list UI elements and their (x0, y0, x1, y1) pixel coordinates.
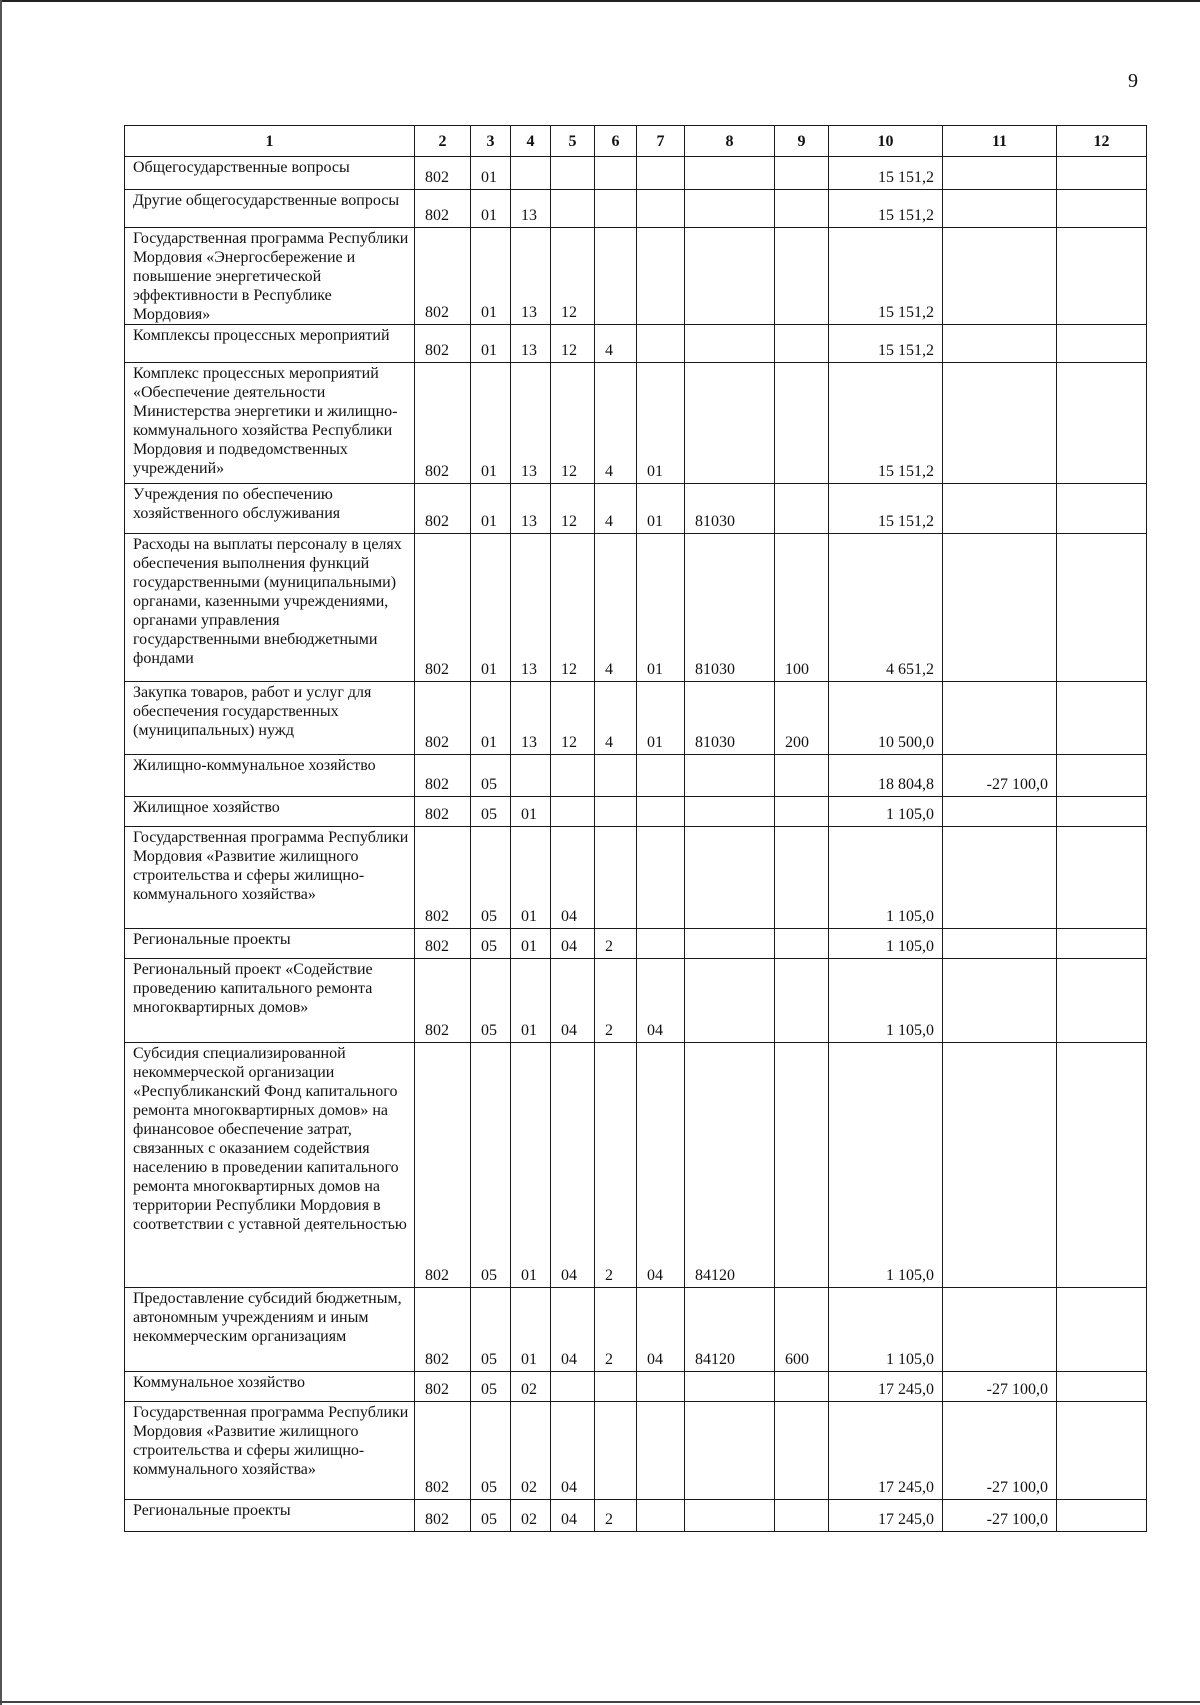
code-cell: 01 (511, 1043, 551, 1288)
code-cell (551, 797, 595, 827)
amount-cell: 15 151,2 (829, 190, 943, 228)
code-cell: 13 (511, 682, 551, 755)
code-cell (511, 755, 551, 797)
column-header: 11 (943, 126, 1057, 157)
table-row (125, 190, 1147, 228)
code-cell: 12 (551, 325, 595, 363)
code-cell (775, 1372, 829, 1402)
amount-cell (943, 228, 1057, 325)
code-cell: 01 (471, 534, 511, 682)
code-cell: 802 (415, 363, 471, 484)
code-cell: 01 (471, 228, 511, 325)
code-cell (685, 827, 775, 929)
code-cell: 4 (595, 363, 637, 484)
code-cell (685, 1402, 775, 1500)
table-body (125, 157, 1147, 1532)
row-name-cell: Другие общегосударственные вопросы (125, 190, 415, 228)
amount-cell (1057, 190, 1147, 228)
code-cell: 02 (511, 1372, 551, 1402)
table-row (125, 325, 1147, 363)
code-cell: 802 (415, 959, 471, 1043)
code-cell (775, 929, 829, 959)
table-row (125, 157, 1147, 190)
code-cell: 04 (551, 1402, 595, 1500)
table-row (125, 827, 1147, 929)
code-cell (595, 157, 637, 190)
amount-cell: 1 105,0 (829, 959, 943, 1043)
code-cell: 4 (595, 325, 637, 363)
code-cell: 12 (551, 534, 595, 682)
code-cell (637, 1372, 685, 1402)
table-row (125, 484, 1147, 534)
code-cell: 2 (595, 1500, 637, 1532)
code-cell: 12 (551, 228, 595, 325)
amount-cell (1057, 1402, 1147, 1500)
code-cell (775, 228, 829, 325)
amount-cell (943, 363, 1057, 484)
column-header: 10 (829, 126, 943, 157)
code-cell (775, 325, 829, 363)
code-cell: 01 (511, 959, 551, 1043)
code-cell: 05 (471, 797, 511, 827)
code-cell (775, 797, 829, 827)
amount-cell (1057, 484, 1147, 534)
code-cell: 802 (415, 755, 471, 797)
table-row (125, 1372, 1147, 1402)
code-cell: 05 (471, 1288, 511, 1372)
amount-cell (943, 797, 1057, 827)
amount-cell (1057, 1372, 1147, 1402)
code-cell: 13 (511, 325, 551, 363)
code-cell: 802 (415, 797, 471, 827)
code-cell: 04 (551, 827, 595, 929)
code-cell (637, 1402, 685, 1500)
code-cell (637, 228, 685, 325)
row-name-cell: Комплекс процессных мероприятий «Обеспечение деятельности Министерства энергетики и жилищно-коммунального хозяйства Республики Мордовия и подведомственных учреждений» (125, 363, 415, 484)
code-cell: 81030 (685, 682, 775, 755)
code-cell (775, 363, 829, 484)
amount-cell: 1 105,0 (829, 827, 943, 929)
code-cell (637, 755, 685, 797)
table-row (125, 1500, 1147, 1532)
code-cell: 01 (511, 1288, 551, 1372)
amount-cell: 15 151,2 (829, 484, 943, 534)
amount-cell (1057, 228, 1147, 325)
amount-cell (1057, 797, 1147, 827)
table-row (125, 959, 1147, 1043)
amount-cell: -27 100,0 (943, 1500, 1057, 1532)
table-row (125, 682, 1147, 755)
table-row (125, 755, 1147, 797)
code-cell: 600 (775, 1288, 829, 1372)
table-row (125, 363, 1147, 484)
row-name-cell: Жилищно-коммунальное хозяйство (125, 755, 415, 797)
code-cell: 81030 (685, 534, 775, 682)
code-cell: 802 (415, 1288, 471, 1372)
row-name-cell: Региональные проекты (125, 1500, 415, 1532)
code-cell (685, 228, 775, 325)
code-cell: 84120 (685, 1043, 775, 1288)
amount-cell (943, 959, 1057, 1043)
amount-cell (1057, 363, 1147, 484)
amount-cell (943, 827, 1057, 929)
code-cell: 802 (415, 1043, 471, 1288)
code-cell: 13 (511, 363, 551, 484)
amount-cell (1057, 827, 1147, 929)
table-row (125, 228, 1147, 325)
code-cell: 802 (415, 1372, 471, 1402)
amount-cell (1057, 929, 1147, 959)
code-cell (595, 228, 637, 325)
row-name-cell: Общегосударственные вопросы (125, 157, 415, 190)
code-cell (637, 325, 685, 363)
row-name-cell: Учреждения по обеспечению хозяйственного обслуживания (125, 484, 415, 534)
row-name-cell: Региональные проекты (125, 929, 415, 959)
code-cell: 802 (415, 228, 471, 325)
amount-cell (943, 484, 1057, 534)
code-cell: 13 (511, 228, 551, 325)
table-row (125, 797, 1147, 827)
row-name-cell: Субсидия специализированной некоммерческой организации «Республиканский Фонд капитального ремонта многоквартирных домов» на финансовое обеспечение затрат, связанных с оказанием содействия населению в проведении капитального ремонта многоквартирных домов на территории Республики Мордовия в соответствии с уставной деятельностью (125, 1043, 415, 1288)
table-header-row (125, 126, 1147, 157)
code-cell (775, 755, 829, 797)
amount-cell (943, 1043, 1057, 1288)
table-row (125, 534, 1147, 682)
column-header: 12 (1057, 126, 1147, 157)
row-name-cell: Государственная программа Республики Мордовия «Развитие жилищного строительства и сферы жилищно-коммунального хозяйства» (125, 1402, 415, 1500)
code-cell: 01 (471, 484, 511, 534)
amount-cell: 18 804,8 (829, 755, 943, 797)
amount-cell: 17 245,0 (829, 1372, 943, 1402)
row-name-cell: Государственная программа Республики Мордовия «Развитие жилищного строительства и сферы жилищно-коммунального хозяйства» (125, 827, 415, 929)
code-cell: 802 (415, 929, 471, 959)
column-header: 5 (551, 126, 595, 157)
code-cell: 05 (471, 1500, 511, 1532)
code-cell: 13 (511, 484, 551, 534)
amount-cell: 1 105,0 (829, 929, 943, 959)
code-cell (595, 797, 637, 827)
code-cell (775, 827, 829, 929)
code-cell: 02 (511, 1500, 551, 1532)
amount-cell (943, 190, 1057, 228)
code-cell (551, 190, 595, 228)
code-cell (595, 755, 637, 797)
code-cell: 04 (637, 1043, 685, 1288)
code-cell (775, 484, 829, 534)
code-cell: 01 (471, 157, 511, 190)
code-cell: 4 (595, 682, 637, 755)
amount-cell (1057, 157, 1147, 190)
amount-cell: -27 100,0 (943, 1402, 1057, 1500)
code-cell: 02 (511, 1402, 551, 1500)
code-cell (637, 929, 685, 959)
amount-cell: 15 151,2 (829, 325, 943, 363)
amount-cell: 15 151,2 (829, 363, 943, 484)
amount-cell (1057, 325, 1147, 363)
code-cell: 12 (551, 484, 595, 534)
code-cell: 01 (637, 363, 685, 484)
amount-cell: 10 500,0 (829, 682, 943, 755)
code-cell: 01 (471, 363, 511, 484)
amount-cell: 1 105,0 (829, 1288, 943, 1372)
code-cell: 12 (551, 682, 595, 755)
code-cell (685, 157, 775, 190)
table-row (125, 1288, 1147, 1372)
column-header: 9 (775, 126, 829, 157)
code-cell: 2 (595, 959, 637, 1043)
table-row (125, 929, 1147, 959)
row-name-cell: Комплексы процессных мероприятий (125, 325, 415, 363)
code-cell: 05 (471, 1372, 511, 1402)
amount-cell: 1 105,0 (829, 1043, 943, 1288)
amount-cell: 17 245,0 (829, 1500, 943, 1532)
code-cell: 01 (511, 929, 551, 959)
code-cell: 04 (551, 1500, 595, 1532)
code-cell (551, 157, 595, 190)
code-cell: 4 (595, 534, 637, 682)
code-cell: 05 (471, 959, 511, 1043)
column-header: 2 (415, 126, 471, 157)
amount-cell (1057, 534, 1147, 682)
column-header: 7 (637, 126, 685, 157)
amount-cell (1057, 1500, 1147, 1532)
code-cell: 01 (471, 190, 511, 228)
row-name-cell: Коммунальное хозяйство (125, 1372, 415, 1402)
code-cell: 04 (637, 959, 685, 1043)
code-cell: 802 (415, 827, 471, 929)
amount-cell (1057, 755, 1147, 797)
code-cell (637, 190, 685, 228)
row-name-cell: Предоставление субсидий бюджетным, автономным учреждениям и иным некоммерческим организациям (125, 1288, 415, 1372)
amount-cell: -27 100,0 (943, 755, 1057, 797)
code-cell: 13 (511, 190, 551, 228)
code-cell (685, 797, 775, 827)
row-name-cell: Региональный проект «Содействие проведению капитального ремонта многоквартирных домов» (125, 959, 415, 1043)
column-header: 6 (595, 126, 637, 157)
row-name-cell: Государственная программа Республики Мордовия «Энергосбережение и повышение энергетической эффективности в Республике Мордовия» (125, 228, 415, 325)
amount-cell: -27 100,0 (943, 1372, 1057, 1402)
column-header: 8 (685, 126, 775, 157)
code-cell: 2 (595, 929, 637, 959)
code-cell: 05 (471, 929, 511, 959)
table-row (125, 1043, 1147, 1288)
code-cell: 05 (471, 1402, 511, 1500)
code-cell: 04 (551, 959, 595, 1043)
code-cell: 200 (775, 682, 829, 755)
code-cell (595, 190, 637, 228)
code-cell: 04 (551, 929, 595, 959)
code-cell: 05 (471, 827, 511, 929)
column-header: 4 (511, 126, 551, 157)
table-row (125, 1402, 1147, 1500)
row-name-cell: Закупка товаров, работ и услуг для обеспечения государственных (муниципальных) нужд (125, 682, 415, 755)
amount-cell (943, 534, 1057, 682)
code-cell (775, 190, 829, 228)
code-cell (551, 755, 595, 797)
code-cell (637, 157, 685, 190)
code-cell (511, 157, 551, 190)
row-name-cell: Расходы на выплаты персоналу в целях обеспечения выполнения функций государственными (муниципальными) органами, казенными учреждениями, органами управления государственными внебюджетными фондами (125, 534, 415, 682)
code-cell: 802 (415, 325, 471, 363)
page-number: 9 (1128, 70, 1138, 92)
code-cell: 802 (415, 682, 471, 755)
code-cell: 04 (551, 1288, 595, 1372)
code-cell: 100 (775, 534, 829, 682)
page-edge-top (0, 0, 1200, 2)
amount-cell (1057, 959, 1147, 1043)
code-cell (685, 190, 775, 228)
code-cell: 04 (637, 1288, 685, 1372)
code-cell: 05 (471, 755, 511, 797)
code-cell: 802 (415, 1402, 471, 1500)
code-cell (685, 755, 775, 797)
code-cell (685, 929, 775, 959)
code-cell: 13 (511, 534, 551, 682)
code-cell (685, 959, 775, 1043)
code-cell (775, 157, 829, 190)
code-cell: 05 (471, 1043, 511, 1288)
amount-cell: 17 245,0 (829, 1402, 943, 1500)
code-cell: 802 (415, 1500, 471, 1532)
code-cell (775, 959, 829, 1043)
code-cell: 4 (595, 484, 637, 534)
column-header: 1 (125, 126, 415, 157)
code-cell (551, 1372, 595, 1402)
code-cell (685, 363, 775, 484)
page-edge-left (0, 0, 2, 1705)
amount-cell (1057, 1043, 1147, 1288)
code-cell (685, 1372, 775, 1402)
code-cell: 802 (415, 484, 471, 534)
code-cell: 01 (637, 682, 685, 755)
amount-cell (943, 1288, 1057, 1372)
amount-cell (1057, 682, 1147, 755)
code-cell: 2 (595, 1043, 637, 1288)
amount-cell (943, 325, 1057, 363)
amount-cell (943, 157, 1057, 190)
code-cell (637, 827, 685, 929)
code-cell: 84120 (685, 1288, 775, 1372)
amount-cell: 1 105,0 (829, 797, 943, 827)
budget-table (124, 125, 1147, 1532)
code-cell (775, 1500, 829, 1532)
column-header: 3 (471, 126, 511, 157)
code-cell (637, 1500, 685, 1532)
code-cell: 12 (551, 363, 595, 484)
code-cell (685, 325, 775, 363)
code-cell (775, 1402, 829, 1500)
code-cell: 81030 (685, 484, 775, 534)
code-cell: 01 (637, 484, 685, 534)
amount-cell (943, 682, 1057, 755)
amount-cell (943, 929, 1057, 959)
code-cell: 01 (471, 325, 511, 363)
code-cell: 802 (415, 190, 471, 228)
code-cell: 04 (551, 1043, 595, 1288)
code-cell: 2 (595, 1288, 637, 1372)
code-cell: 01 (511, 827, 551, 929)
amount-cell: 4 651,2 (829, 534, 943, 682)
code-cell (637, 797, 685, 827)
code-cell (685, 1500, 775, 1532)
code-cell: 01 (637, 534, 685, 682)
row-name-cell: Жилищное хозяйство (125, 797, 415, 827)
code-cell: 802 (415, 157, 471, 190)
amount-cell (1057, 1288, 1147, 1372)
code-cell: 01 (471, 682, 511, 755)
code-cell: 01 (511, 797, 551, 827)
amount-cell: 15 151,2 (829, 228, 943, 325)
code-cell (595, 827, 637, 929)
code-cell: 802 (415, 534, 471, 682)
code-cell (595, 1372, 637, 1402)
amount-cell: 15 151,2 (829, 157, 943, 190)
page-edge-bottom (0, 1701, 1200, 1703)
code-cell (595, 1402, 637, 1500)
code-cell (775, 1043, 829, 1288)
